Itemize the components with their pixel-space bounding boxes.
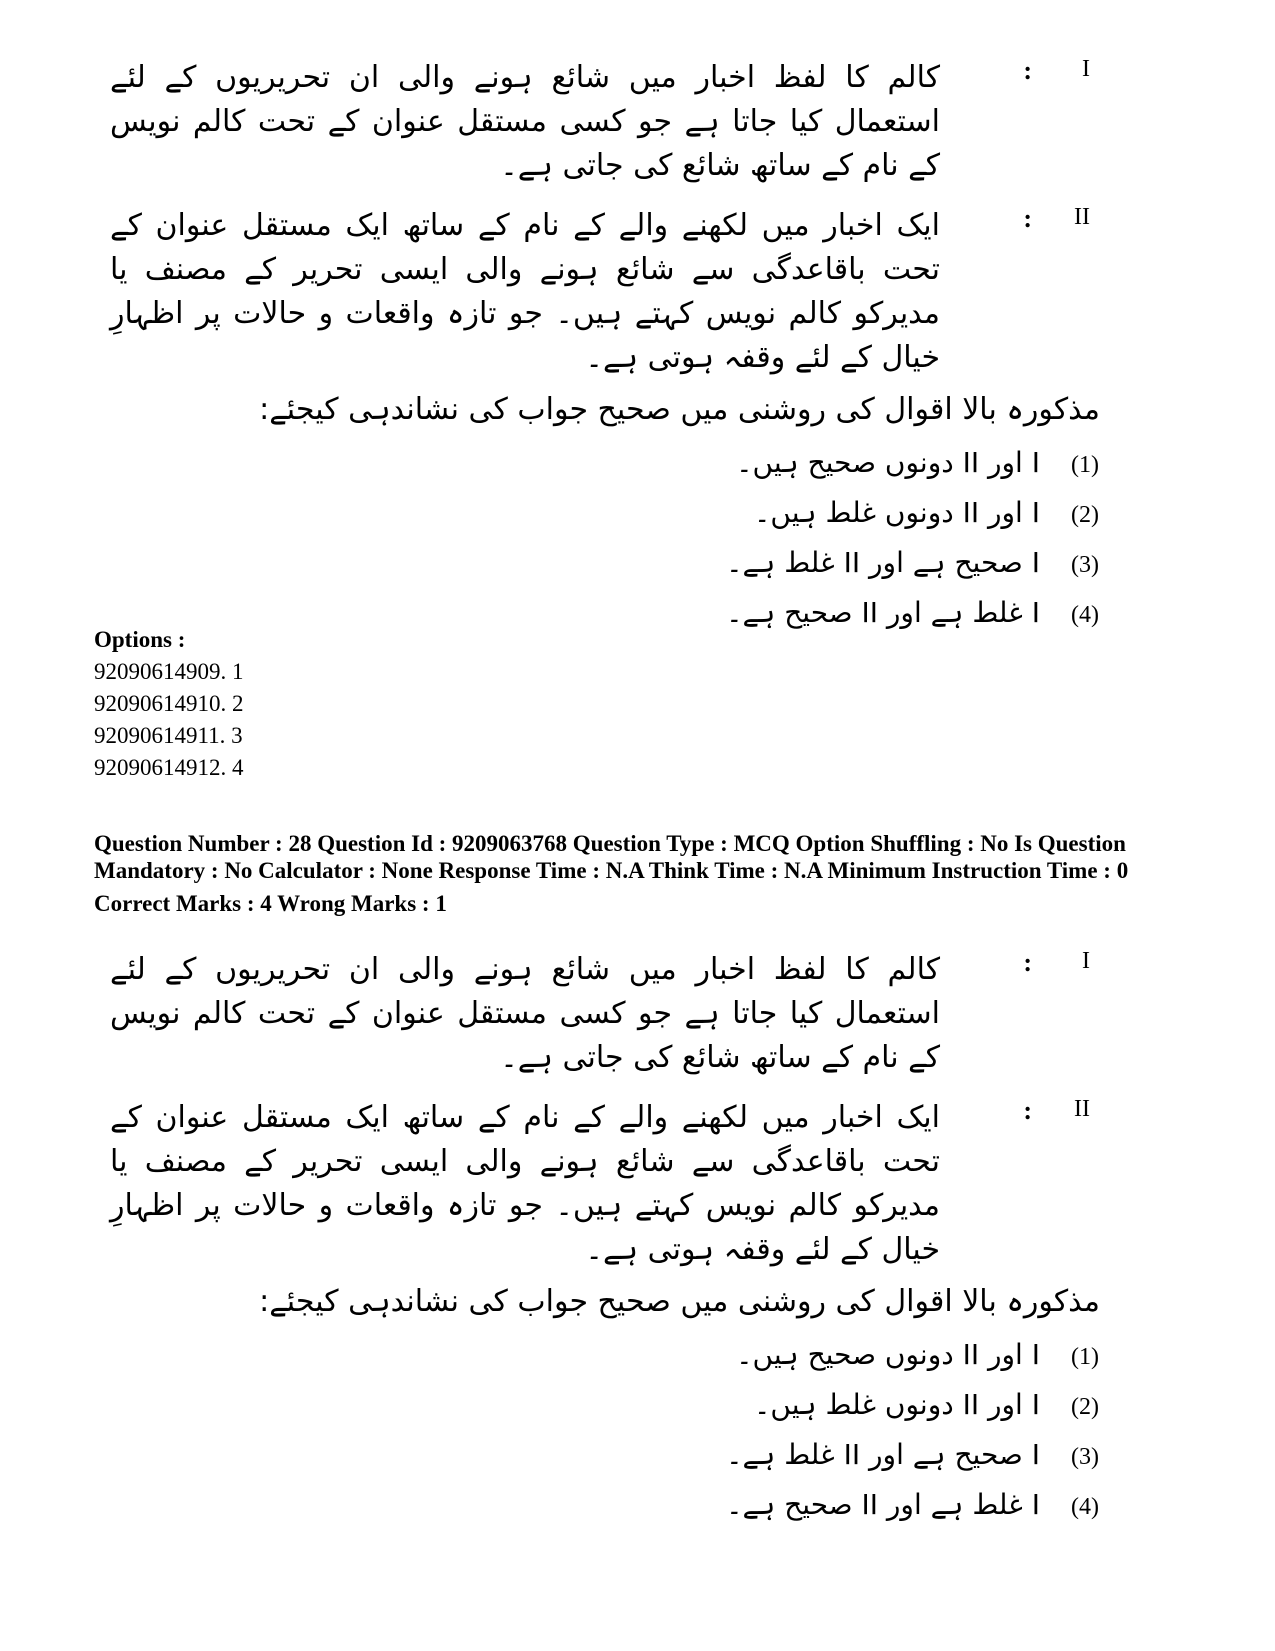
choice-item — [110, 1480, 1110, 1530]
question-meta-line: Question Number : 28 Question Id : 9209063768 Question Type : MCQ Option Shuffling : No Is Question Mandatory : No Calculator : None Response Time : N.A Think Time : N.A Minimum Instruction Time : 0 — [94, 831, 1129, 883]
statement-ii — [110, 1096, 1110, 1272]
choice-number: (4) — [1071, 1494, 1099, 1520]
options-title: Options : — [94, 627, 186, 652]
question-meta — [94, 830, 1174, 917]
option-id: 92090614911. 3 — [94, 723, 243, 748]
choice-number: (3) — [1071, 552, 1099, 578]
choice-number: (3) — [1071, 1444, 1099, 1470]
statement-text: کالم کا لفظ اخبار میں شائع ہونے والی ان تحریریوں کے لئے استعمال کیا جاتا ہے جو کسی مستقل عنوان کے تحت کالم نویس کے نام کے ساتھ شائع کی جاتی ہے۔ — [110, 952, 940, 1075]
instruction: مذکورہ بالا اقوال کی روشنی میں صحیح جواب کی نشاندہی کیجئے: — [259, 392, 1100, 427]
statement-number: I — [1082, 948, 1090, 974]
statement-ii — [110, 204, 1110, 380]
choice-text: I غلط ہے اور II صحیح ہے۔ — [726, 1488, 1040, 1521]
statement-number: I — [1082, 56, 1090, 82]
choice-number: (4) — [1071, 602, 1099, 628]
choice-text: I اور II دونوں غلط ہیں۔ — [754, 496, 1040, 529]
choice-text: I اور II دونوں غلط ہیں۔ — [754, 1388, 1040, 1421]
choice-list — [110, 438, 1110, 638]
statement-i — [110, 56, 1110, 188]
question-marks: Correct Marks : 4 Wrong Marks : 1 — [94, 891, 447, 916]
choice-text: I صحیح ہے اور II غلط ہے۔ — [726, 1438, 1040, 1471]
choice-text: I صحیح ہے اور II غلط ہے۔ — [726, 546, 1040, 579]
choice-text: I اور II دونوں صحیح ہیں۔ — [736, 1338, 1040, 1371]
statement-text: کالم کا لفظ اخبار میں شائع ہونے والی ان تحریریوں کے لئے استعمال کیا جاتا ہے جو کسی مستقل عنوان کے تحت کالم نویس کے نام کے ساتھ شائع کی جاتی ہے۔ — [110, 60, 940, 183]
statement-number: II — [1074, 204, 1090, 230]
option-id: 92090614909. 1 — [94, 659, 244, 684]
statement-text: ایک اخبار میں لکھنے والے کے نام کے ساتھ ایک مستقل عنوان کے تحت باقاعدگی سے شائع ہونے والی ایسی تحریر کے مصنف یا مدیرکو کالم نویس کہتے ہیں۔ جو تازہ واقعات و حالات پر اظہارِ خیال کے لئے وقفہ ہوتی ہے۔ — [110, 208, 940, 375]
choice-number: (1) — [1071, 452, 1099, 478]
choice-number: (2) — [1071, 1394, 1099, 1420]
choice-text: I اور II دونوں صحیح ہیں۔ — [736, 446, 1040, 479]
choice-item — [110, 438, 1110, 488]
statement-colon: : — [1023, 56, 1032, 85]
option-id: 92090614912. 4 — [94, 755, 244, 780]
statement-colon: : — [1023, 204, 1032, 233]
options-section — [94, 624, 244, 784]
choice-item — [110, 1430, 1110, 1480]
choice-number: (2) — [1071, 502, 1099, 528]
statement-text: ایک اخبار میں لکھنے والے کے نام کے ساتھ ایک مستقل عنوان کے تحت باقاعدگی سے شائع ہونے والی ایسی تحریر کے مصنف یا مدیرکو کالم نویس کہتے ہیں۔ جو تازہ واقعات و حالات پر اظہارِ خیال کے لئے وقفہ ہوتی ہے۔ — [110, 1100, 940, 1267]
statement-number: II — [1074, 1096, 1090, 1122]
choice-number: (1) — [1071, 1344, 1099, 1370]
choice-item — [110, 488, 1110, 538]
option-id: 92090614910. 2 — [94, 691, 244, 716]
statement-colon: : — [1023, 948, 1032, 977]
statement-colon: : — [1023, 1096, 1032, 1125]
choice-list — [110, 1330, 1110, 1530]
choice-text: I غلط ہے اور II صحیح ہے۔ — [726, 596, 1040, 629]
choice-item — [110, 1330, 1110, 1380]
choice-item — [110, 538, 1110, 588]
statement-i — [110, 948, 1110, 1080]
instruction: مذکورہ بالا اقوال کی روشنی میں صحیح جواب کی نشاندہی کیجئے: — [259, 1284, 1100, 1319]
choice-item — [110, 588, 1110, 638]
question-block-1 — [110, 56, 1110, 638]
choice-item — [110, 1380, 1110, 1430]
question-block-2 — [110, 948, 1110, 1530]
